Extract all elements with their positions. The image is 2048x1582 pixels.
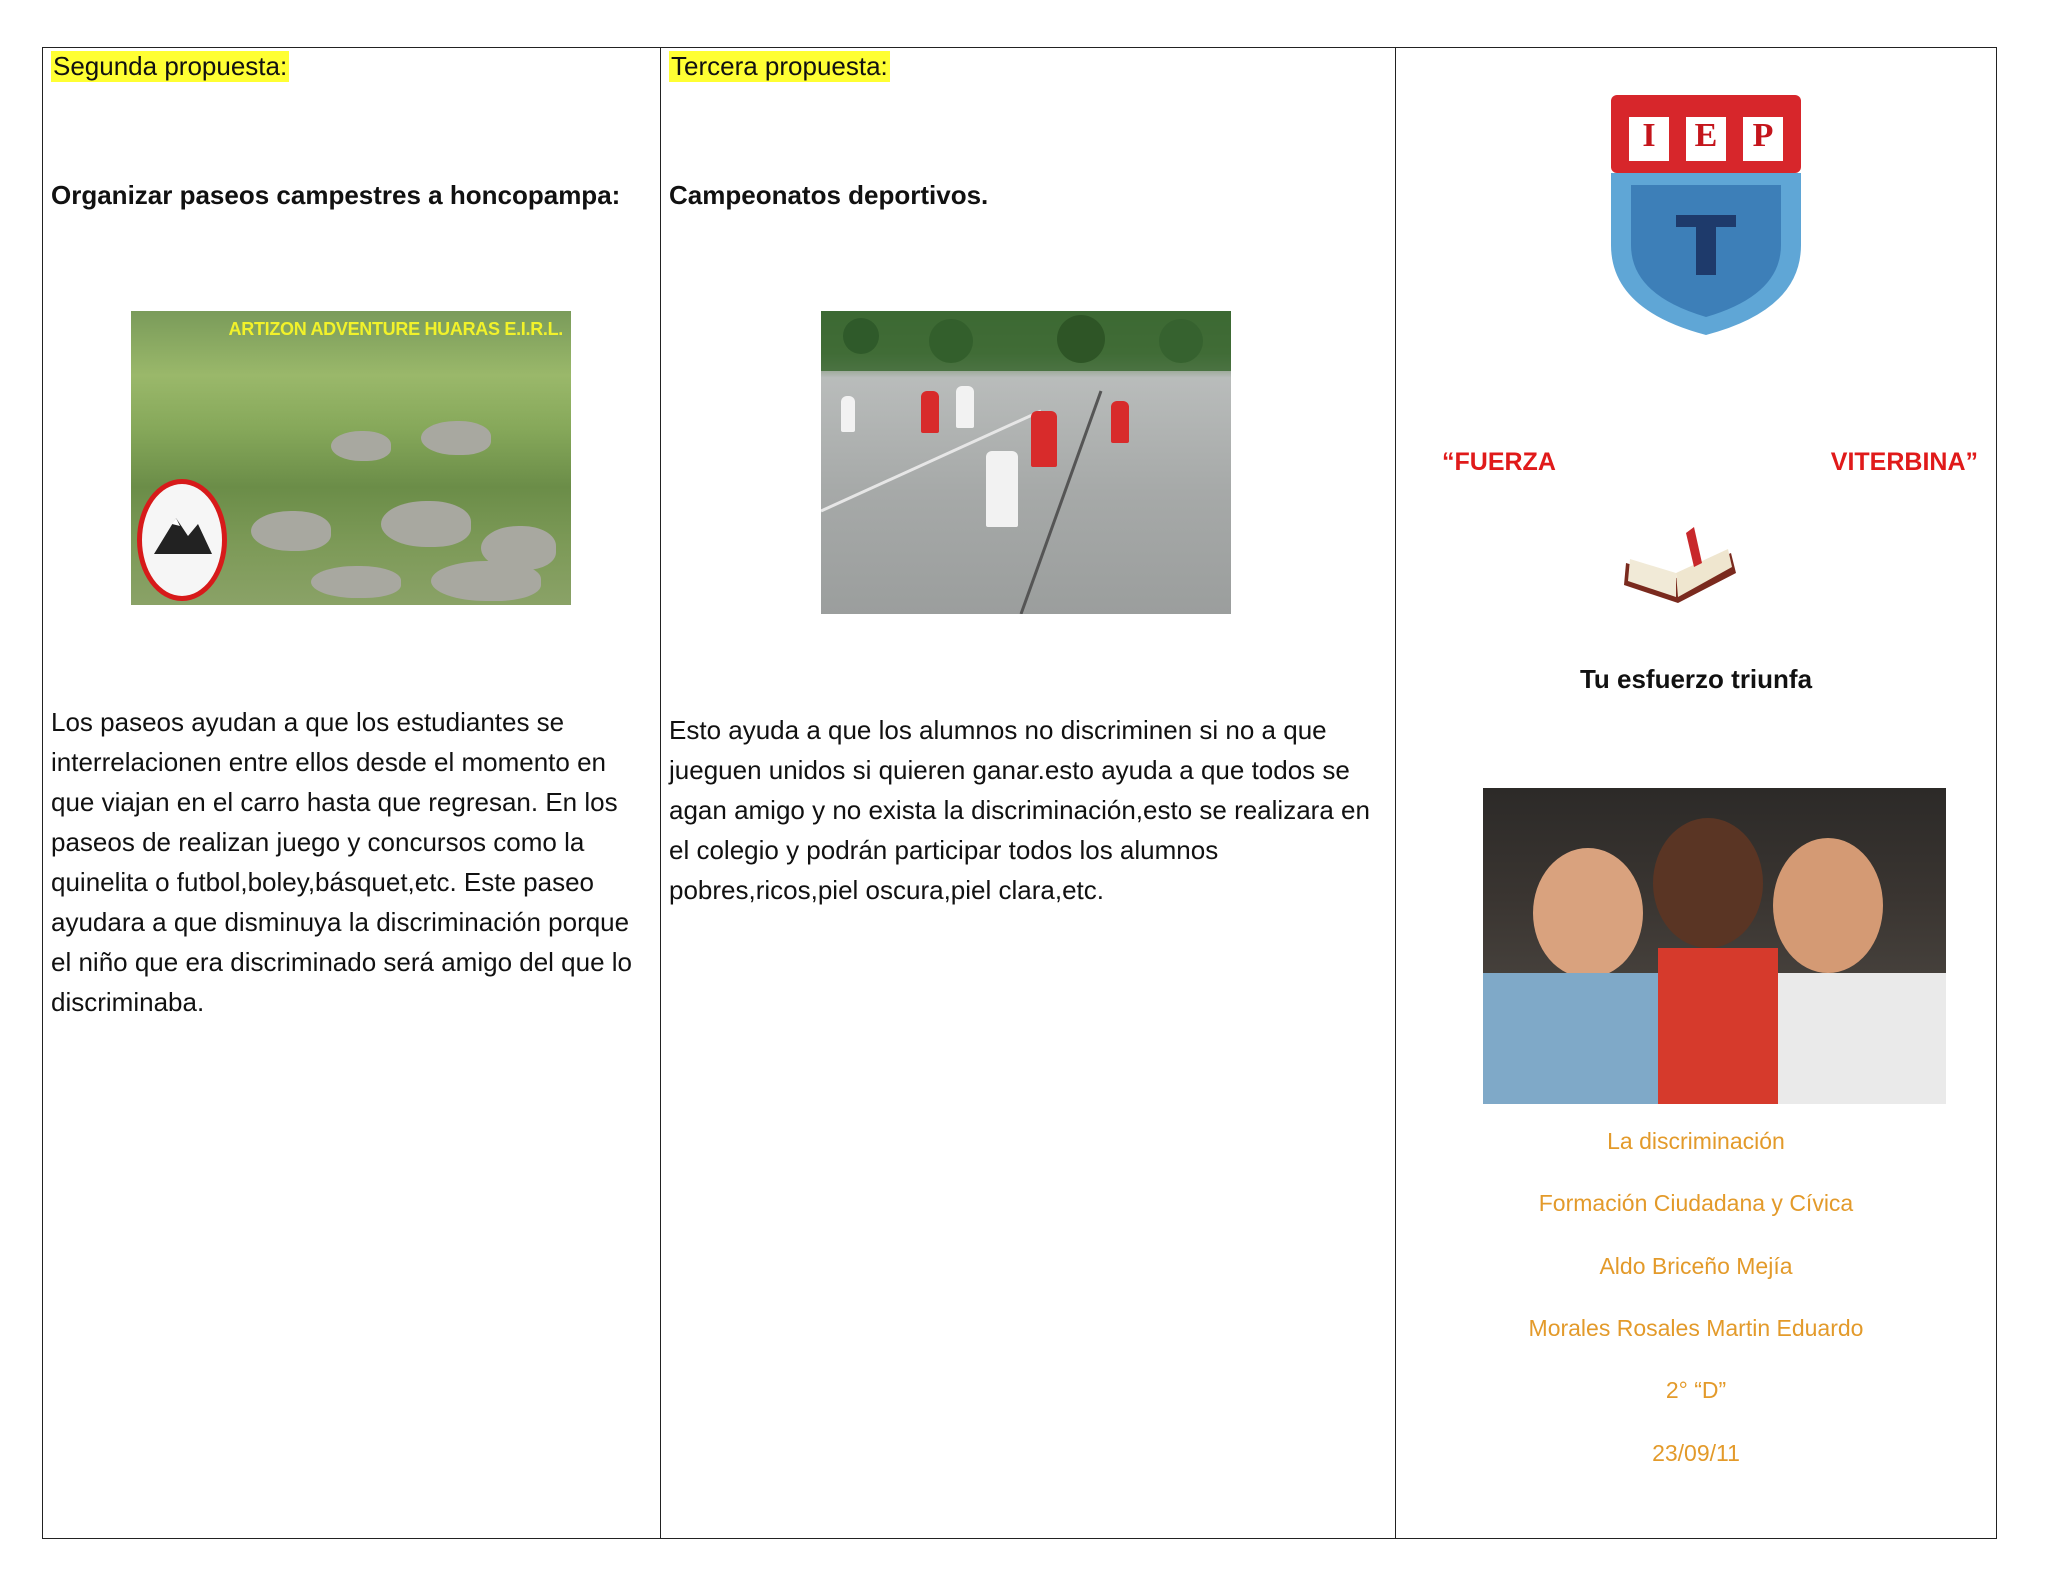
photo-banner-text: ARTIZON ADVENTURE HUARAS E.I.R.L.	[228, 319, 563, 339]
player	[986, 451, 1018, 527]
segunda-propuesta-label: Segunda propuesta:	[53, 51, 288, 81]
child-face	[1653, 818, 1763, 948]
rock	[421, 421, 491, 455]
column-segunda-propuesta	[43, 48, 660, 1538]
rock	[311, 566, 401, 598]
info-student: Morales Rosales Martin Eduardo	[1528, 1315, 1864, 1341]
crest-letter-i: I	[1642, 117, 1656, 154]
child-face	[1773, 838, 1883, 973]
children-photo	[1483, 788, 1946, 1104]
rock	[431, 561, 541, 601]
paseos-paragraph: Los paseos ayudan a que los estudiantes se interrelacionen entre ellos desde el momento en que viajan en el carro hasta que regresan. En los paseos de realizan juego y concursos como la quinelita o futbol,boley,básquet,etc. Este paseo ayudara a que disminuya la discriminación porque el niño que era discriminado será amigo del que lo discriminaba.	[51, 707, 633, 1017]
rock	[331, 431, 391, 461]
player	[1111, 401, 1129, 443]
campeonatos-paragraph: Esto ayuda a que los alumnos no discriminen si no a que jueguen unidos si quieren ganar.esto ayuda a que todos se agan amigo y no exista la discriminación,esto se realizara en el colegio y podrán participar todos los alumnos pobres,ricos,piel oscura,piel clara,etc.	[669, 715, 1370, 905]
player	[841, 396, 855, 432]
player	[921, 391, 939, 433]
crest-letter-p: P	[1752, 117, 1774, 154]
rock	[251, 511, 331, 551]
rock	[381, 501, 471, 547]
landscape-photo	[131, 311, 571, 605]
campeonatos-title: Campeonatos deportivos.	[669, 180, 989, 210]
sports-photo	[821, 311, 1231, 614]
child-shirt	[1658, 948, 1778, 1104]
column-tercera-propuesta	[660, 48, 1396, 1538]
school-crest	[1611, 95, 1801, 335]
info-course: Formación Ciudadana y Cívica	[1538, 1190, 1854, 1216]
company-logo	[137, 479, 227, 601]
player	[1031, 411, 1057, 467]
paseos-title: Organizar paseos campestres a honcopampa:	[51, 180, 621, 210]
child-shirt	[1483, 973, 1658, 1104]
info-date: 23/09/11	[1652, 1440, 1740, 1466]
motto-left: “FUERZA	[1442, 448, 1556, 476]
info-teacher: Aldo Briceño Mejía	[1599, 1253, 1793, 1279]
child-face	[1533, 848, 1643, 978]
mountain-icon	[142, 484, 222, 596]
info-topic: La discriminación	[1607, 1128, 1785, 1154]
player	[956, 386, 974, 428]
tagline: Tu esfuerzo triunfa	[1579, 664, 1813, 694]
motto-right: VITERBINA”	[1830, 448, 1978, 476]
info-grade: 2° “D”	[1665, 1377, 1727, 1403]
tercera-propuesta-label: Tercera propuesta:	[671, 51, 888, 81]
court-lines	[821, 311, 1231, 614]
column-cover	[1395, 48, 1996, 1538]
brochure-table	[42, 47, 1997, 1539]
crest-letter-e: E	[1694, 117, 1718, 154]
child-shirt	[1778, 973, 1946, 1104]
book-icon	[1616, 523, 1741, 613]
